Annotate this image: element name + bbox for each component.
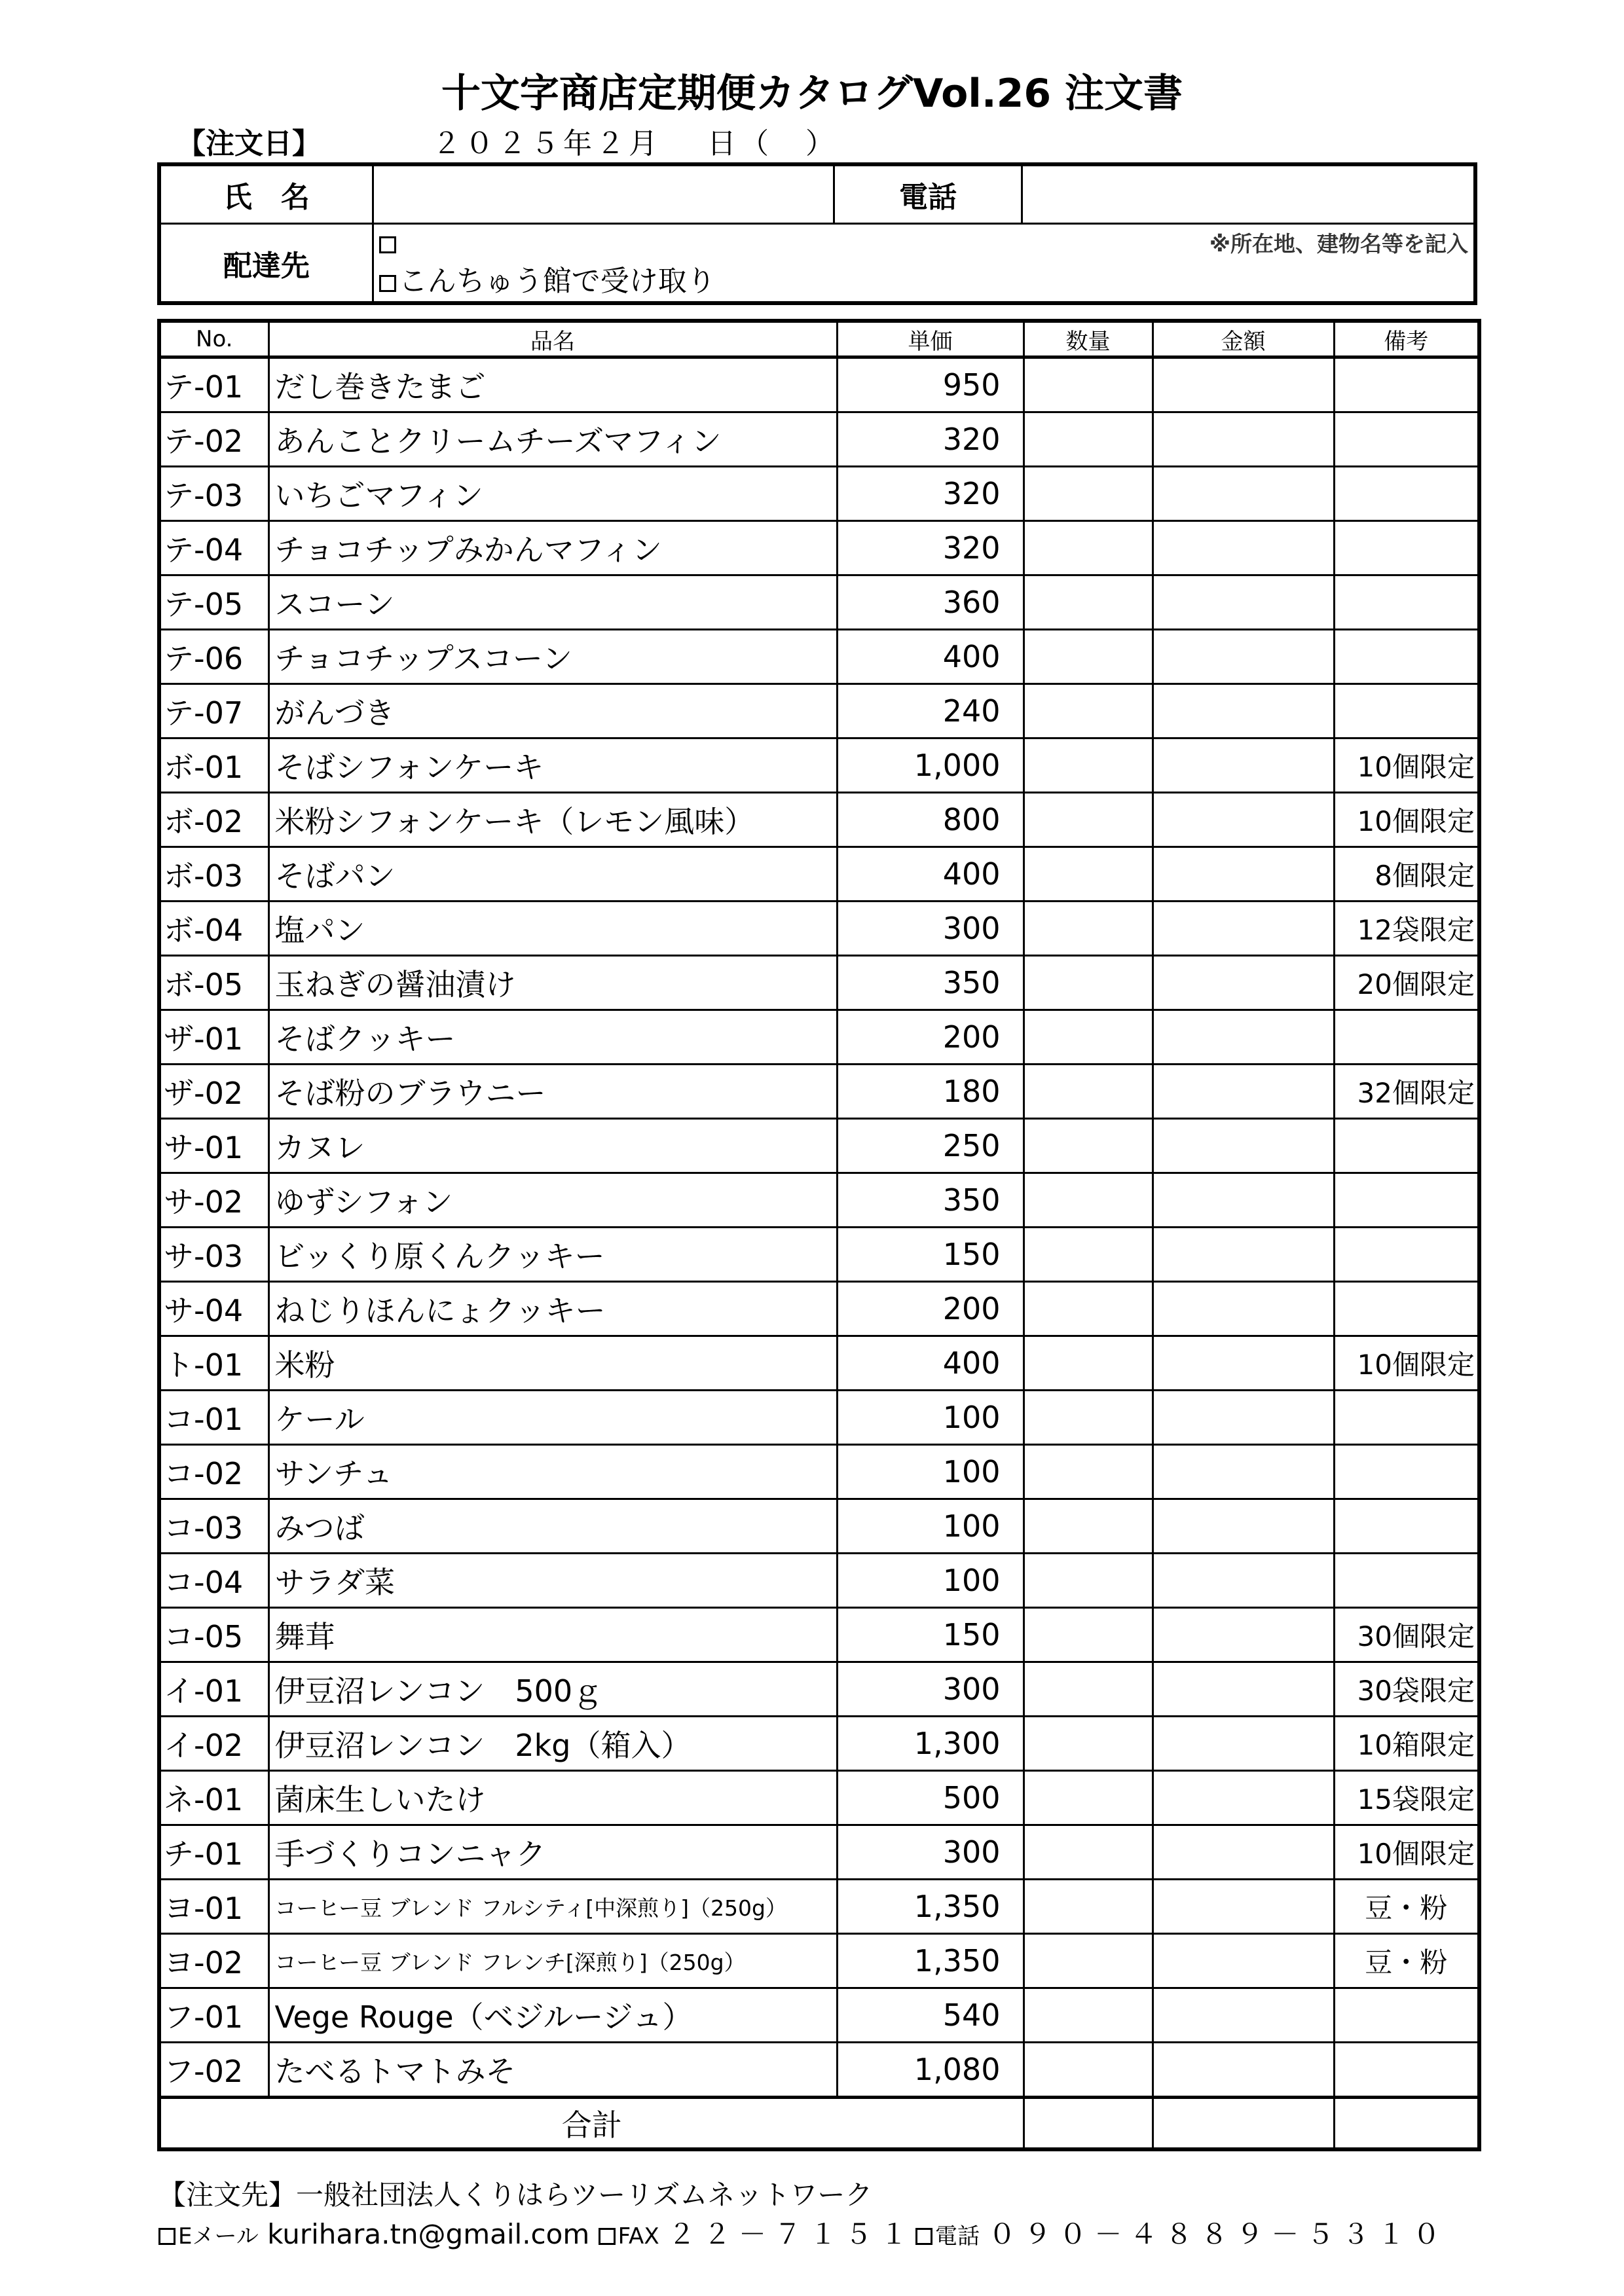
fax-label: FAX [618, 2223, 659, 2250]
table-row [159, 1065, 1479, 1119]
item-price: 250 [837, 1119, 1024, 1173]
item-name: 伊豆沼レンコン 500ｇ [268, 1662, 837, 1717]
item-amount-cell[interactable] [1153, 1391, 1334, 1445]
item-code: フ-01 [159, 1988, 268, 2043]
item-amount-cell[interactable] [1153, 902, 1334, 956]
item-code: ネ-01 [159, 1771, 268, 1825]
table-row [159, 1010, 1479, 1065]
item-note [1334, 1119, 1479, 1173]
table-row [159, 1934, 1479, 1988]
item-price: 300 [837, 1662, 1024, 1717]
bullet-box-icon [915, 2228, 932, 2245]
item-price: 100 [837, 1391, 1024, 1445]
item-qty-cell[interactable] [1024, 1825, 1153, 1880]
item-note [1334, 1499, 1479, 1554]
item-name: 手づくりコンニャク [268, 1825, 837, 1880]
item-name: チョコチップみかんマフィン [268, 521, 837, 575]
delivery-option-address[interactable] [379, 226, 399, 259]
item-name: そばパン [268, 847, 837, 902]
table-row [159, 412, 1479, 467]
item-price: 180 [837, 1065, 1024, 1119]
item-name: 米粉シフォンケーキ（レモン風味） [268, 793, 837, 847]
item-note: 30個限定 [1334, 1608, 1479, 1662]
item-price: 1,300 [837, 1717, 1024, 1771]
name-field[interactable] [373, 164, 834, 224]
item-amount-cell[interactable] [1153, 1608, 1334, 1662]
item-code: テ-04 [159, 521, 268, 575]
table-row [159, 1771, 1479, 1825]
item-amount-cell[interactable] [1153, 1771, 1334, 1825]
item-code: ボ-01 [159, 738, 268, 793]
item-price: 1,350 [837, 1934, 1024, 1988]
item-qty-cell[interactable] [1024, 1608, 1153, 1662]
item-name: チョコチップスコーン [268, 630, 837, 684]
item-price: 100 [837, 1554, 1024, 1608]
item-qty-cell[interactable] [1024, 630, 1153, 684]
item-price: 240 [837, 684, 1024, 738]
item-price: 540 [837, 1988, 1024, 2043]
item-qty-cell[interactable] [1024, 1173, 1153, 1228]
page-title: 十文字商店定期便カタログVol.26 注文書 [441, 71, 1183, 117]
item-amount-cell[interactable] [1153, 793, 1334, 847]
table-row [159, 1119, 1479, 1173]
item-price: 320 [837, 467, 1024, 521]
bullet-box-icon [599, 2228, 616, 2245]
item-code: テ-02 [159, 412, 268, 467]
item-code: ト-01 [159, 1336, 268, 1391]
item-code: サ-04 [159, 1282, 268, 1336]
table-row [159, 956, 1479, 1010]
item-price: 350 [837, 956, 1024, 1010]
item-qty-cell[interactable] [1024, 847, 1153, 902]
total-label: 合計 [159, 2098, 1024, 2150]
item-qty-cell[interactable] [1024, 1391, 1153, 1445]
delivery-label: 配達先 [159, 224, 373, 303]
item-qty-cell[interactable] [1024, 521, 1153, 575]
item-note [1334, 1391, 1479, 1445]
item-name: だし巻きたまご [268, 357, 837, 412]
item-amount-cell[interactable] [1153, 1336, 1334, 1391]
item-note [1334, 1282, 1479, 1336]
item-price: 100 [837, 1445, 1024, 1499]
item-qty-cell[interactable] [1024, 956, 1153, 1010]
email-link[interactable]: kurihara.tn@gmail.com [267, 2218, 590, 2250]
phone-label: 電話 [834, 164, 1022, 224]
item-price: 400 [837, 847, 1024, 902]
item-qty-cell[interactable] [1024, 575, 1153, 630]
col-header-name: 品名 [268, 321, 837, 357]
item-note [1334, 630, 1479, 684]
item-amount-cell[interactable] [1153, 1934, 1334, 1988]
item-amount-cell[interactable] [1153, 467, 1334, 521]
item-note: 10個限定 [1334, 1336, 1479, 1391]
col-header-no: No. [159, 321, 268, 357]
table-row [159, 1173, 1479, 1228]
item-code: ボ-04 [159, 902, 268, 956]
item-note: 30袋限定 [1334, 1662, 1479, 1717]
item-qty-cell[interactable] [1024, 357, 1153, 412]
item-price: 320 [837, 521, 1024, 575]
order-to: 【注文先】一般社団法人くりはらツーリズムネットワーク [158, 2179, 873, 2211]
item-code: ボ-05 [159, 956, 268, 1010]
phone-field[interactable] [1022, 164, 1475, 224]
item-note [1334, 412, 1479, 467]
item-note: 32個限定 [1334, 1065, 1479, 1119]
table-row [159, 684, 1479, 738]
item-note: 豆・粉 [1334, 1880, 1479, 1934]
total-note-cell [1334, 2098, 1479, 2150]
item-qty-cell[interactable] [1024, 684, 1153, 738]
item-code: チ-01 [159, 1825, 268, 1880]
table-row [159, 1662, 1479, 1717]
table-row [159, 1988, 1479, 2043]
table-row [159, 630, 1479, 684]
item-qty-cell[interactable] [1024, 1880, 1153, 1934]
item-amount-cell[interactable] [1153, 1554, 1334, 1608]
item-note [1334, 1228, 1479, 1282]
item-price: 350 [837, 1173, 1024, 1228]
item-note [1334, 2043, 1479, 2098]
item-code: ボ-03 [159, 847, 268, 902]
item-code: テ-05 [159, 575, 268, 630]
table-row [159, 1336, 1479, 1391]
item-amount-cell[interactable] [1153, 1880, 1334, 1934]
table-row [159, 847, 1479, 902]
item-note [1334, 1554, 1479, 1608]
item-name: そばクッキー [268, 1010, 837, 1065]
item-code: ヨ-01 [159, 1880, 268, 1934]
item-name: サンチュ [268, 1445, 837, 1499]
item-note [1334, 521, 1479, 575]
item-name: カヌレ [268, 1119, 837, 1173]
order-date-label: 【注文日】 [177, 127, 321, 160]
order-date-row [177, 120, 838, 162]
item-note: 15袋限定 [1334, 1771, 1479, 1825]
item-note: 豆・粉 [1334, 1934, 1479, 1988]
item-note [1334, 684, 1479, 738]
item-qty-cell[interactable] [1024, 1336, 1153, 1391]
item-amount-cell[interactable] [1153, 1010, 1334, 1065]
item-price: 800 [837, 793, 1024, 847]
item-amount-cell[interactable] [1153, 684, 1334, 738]
order-date-value[interactable]: ２０２５年２月 日（ ） [432, 127, 838, 160]
item-qty-cell[interactable] [1024, 1228, 1153, 1282]
item-name: 米粉 [268, 1336, 837, 1391]
item-price: 400 [837, 1336, 1024, 1391]
total-qty-cell[interactable] [1024, 2098, 1153, 2150]
item-amount-cell[interactable] [1153, 956, 1334, 1010]
item-amount-cell[interactable] [1153, 1717, 1334, 1771]
item-code: サ-02 [159, 1173, 268, 1228]
item-note: 10個限定 [1334, 1825, 1479, 1880]
item-code: テ-06 [159, 630, 268, 684]
item-name: 玉ねぎの醤油漬け [268, 956, 837, 1010]
item-note: 20個限定 [1334, 956, 1479, 1010]
item-qty-cell[interactable] [1024, 1119, 1153, 1173]
table-row [159, 793, 1479, 847]
item-code: テ-01 [159, 357, 268, 412]
item-qty-cell[interactable] [1024, 1554, 1153, 1608]
item-price: 200 [837, 1010, 1024, 1065]
item-qty-cell[interactable] [1024, 467, 1153, 521]
checkbox-icon[interactable] [379, 275, 396, 292]
item-amount-cell[interactable] [1153, 357, 1334, 412]
table-row [159, 1717, 1479, 1771]
item-name: 塩パン [268, 902, 837, 956]
bullet-box-icon [158, 2228, 175, 2245]
table-row [159, 1554, 1479, 1608]
item-amount-cell[interactable] [1153, 1988, 1334, 2043]
item-name: そばシフォンケーキ [268, 738, 837, 793]
phone-footer-label: 電話 [935, 2223, 980, 2250]
item-amount-cell[interactable] [1153, 738, 1334, 793]
item-name: スコーン [268, 575, 837, 630]
item-code: サ-03 [159, 1228, 268, 1282]
item-qty-cell[interactable] [1024, 1282, 1153, 1336]
pickup-label: こんちゅう館で受け取り [398, 264, 716, 299]
item-qty-cell[interactable] [1024, 1988, 1153, 2043]
delivery-note: ※所在地、建物名等を記入 [1209, 231, 1468, 257]
table-row [159, 902, 1479, 956]
item-price: 950 [837, 357, 1024, 412]
table-row [159, 1608, 1479, 1662]
item-amount-cell[interactable] [1153, 1825, 1334, 1880]
table-row [159, 1445, 1479, 1499]
item-name: 伊豆沼レンコン 2kg（箱入） [268, 1717, 837, 1771]
item-qty-cell[interactable] [1024, 412, 1153, 467]
email-label: Eメール [178, 2223, 259, 2250]
item-code: フ-02 [159, 2043, 268, 2098]
item-name: コーヒー豆 ブレンド フルシティ[中深煎り]（250g） [268, 1880, 837, 1934]
item-name: Vege Rouge（ベジルージュ） [268, 1988, 837, 2043]
item-qty-cell[interactable] [1024, 1717, 1153, 1771]
item-price: 1,080 [837, 2043, 1024, 2098]
item-amount-cell[interactable] [1153, 575, 1334, 630]
item-note: 12袋限定 [1334, 902, 1479, 956]
col-header-price: 単価 [837, 321, 1024, 357]
item-amount-cell[interactable] [1153, 847, 1334, 902]
total-amount-cell[interactable] [1153, 2098, 1334, 2150]
item-amount-cell[interactable] [1153, 1228, 1334, 1282]
item-note [1334, 575, 1479, 630]
table-row [159, 1880, 1479, 1934]
item-qty-cell[interactable] [1024, 1771, 1153, 1825]
item-qty-cell[interactable] [1024, 2043, 1153, 2098]
table-row [159, 1499, 1479, 1554]
name-label: 氏 名 [159, 164, 373, 224]
item-amount-cell[interactable] [1153, 630, 1334, 684]
table-row [159, 2043, 1479, 2098]
item-qty-cell[interactable] [1024, 793, 1153, 847]
item-name: ケール [268, 1391, 837, 1445]
checkbox-icon[interactable] [379, 236, 396, 253]
item-code: サ-01 [159, 1119, 268, 1173]
item-price: 320 [837, 412, 1024, 467]
contact-line [158, 2213, 1448, 2252]
item-amount-cell[interactable] [1153, 1282, 1334, 1336]
item-price: 200 [837, 1282, 1024, 1336]
item-name: たべるトマトみそ [268, 2043, 837, 2098]
item-note: 10個限定 [1334, 793, 1479, 847]
item-code: ザ-01 [159, 1010, 268, 1065]
item-note: 10個限定 [1334, 738, 1479, 793]
col-header-note: 備考 [1334, 321, 1479, 357]
item-note: 10箱限定 [1334, 1717, 1479, 1771]
item-price: 300 [837, 1825, 1024, 1880]
item-name: ビッくり原くんクッキー [268, 1228, 837, 1282]
item-name: あんことクリームチーズマフィン [268, 412, 837, 467]
item-code: イ-01 [159, 1662, 268, 1717]
col-header-qty: 数量 [1024, 321, 1153, 357]
item-qty-cell[interactable] [1024, 1010, 1153, 1065]
item-price: 150 [837, 1608, 1024, 1662]
item-note [1334, 1988, 1479, 2043]
item-price: 1,350 [837, 1880, 1024, 1934]
item-code: ヨ-02 [159, 1934, 268, 1988]
item-qty-cell[interactable] [1024, 1499, 1153, 1554]
item-note [1334, 357, 1479, 412]
item-code: コ-02 [159, 1445, 268, 1499]
col-header-amount: 金額 [1153, 321, 1334, 357]
item-price: 1,000 [837, 738, 1024, 793]
item-qty-cell[interactable] [1024, 1662, 1153, 1717]
item-code: コ-01 [159, 1391, 268, 1445]
item-amount-cell[interactable] [1153, 1065, 1334, 1119]
item-qty-cell[interactable] [1024, 1934, 1153, 1988]
item-amount-cell[interactable] [1153, 1499, 1334, 1554]
item-code: イ-02 [159, 1717, 268, 1771]
item-price: 500 [837, 1771, 1024, 1825]
item-qty-cell[interactable] [1024, 738, 1153, 793]
fax-number: ２２－７１５１ [667, 2218, 915, 2250]
item-name: がんづき [268, 684, 837, 738]
item-qty-cell[interactable] [1024, 1445, 1153, 1499]
item-name: みつば [268, 1499, 837, 1554]
item-name: いちごマフィン [268, 467, 837, 521]
item-name: そば粉のブラウニー [268, 1065, 837, 1119]
table-row [159, 1228, 1479, 1282]
item-note [1334, 1445, 1479, 1499]
table-row [159, 521, 1479, 575]
item-price: 400 [837, 630, 1024, 684]
item-code: コ-05 [159, 1608, 268, 1662]
item-amount-cell[interactable] [1153, 2043, 1334, 2098]
item-name: サラダ菜 [268, 1554, 837, 1608]
item-note [1334, 1010, 1479, 1065]
item-code: コ-04 [159, 1554, 268, 1608]
item-name: コーヒー豆 ブレンド フレンチ[深煎り]（250g） [268, 1934, 837, 1988]
item-amount-cell[interactable] [1153, 1119, 1334, 1173]
item-amount-cell[interactable] [1153, 1173, 1334, 1228]
item-name: 舞茸 [268, 1608, 837, 1662]
table-row [159, 1825, 1479, 1880]
item-price: 360 [837, 575, 1024, 630]
delivery-field[interactable] [373, 224, 1475, 303]
item-code: ボ-02 [159, 793, 268, 847]
table-row [159, 357, 1479, 412]
item-note [1334, 467, 1479, 521]
item-qty-cell[interactable] [1024, 1065, 1153, 1119]
item-note [1334, 1173, 1479, 1228]
delivery-option-pickup[interactable] [379, 257, 716, 299]
item-code: テ-03 [159, 467, 268, 521]
order-table [157, 319, 1481, 2151]
item-name: ゆずシフォン [268, 1173, 837, 1228]
item-note: 8個限定 [1334, 847, 1479, 902]
table-row [159, 1282, 1479, 1336]
item-amount-cell[interactable] [1153, 1445, 1334, 1499]
item-amount-cell[interactable] [1153, 412, 1334, 467]
item-amount-cell[interactable] [1153, 1662, 1334, 1717]
table-row [159, 467, 1479, 521]
item-code: コ-03 [159, 1499, 268, 1554]
table-row [159, 1391, 1479, 1445]
item-name: 菌床生しいたけ [268, 1771, 837, 1825]
item-code: ザ-02 [159, 1065, 268, 1119]
item-code: テ-07 [159, 684, 268, 738]
item-price: 300 [837, 902, 1024, 956]
phone-number: ０９０－４８８９－５３１０ [988, 2218, 1449, 2250]
customer-info-table [157, 162, 1477, 305]
item-price: 150 [837, 1228, 1024, 1282]
item-price: 100 [837, 1499, 1024, 1554]
table-row [159, 738, 1479, 793]
item-amount-cell[interactable] [1153, 521, 1334, 575]
item-name: ねじりほんにょクッキー [268, 1282, 837, 1336]
table-row [159, 575, 1479, 630]
item-qty-cell[interactable] [1024, 902, 1153, 956]
